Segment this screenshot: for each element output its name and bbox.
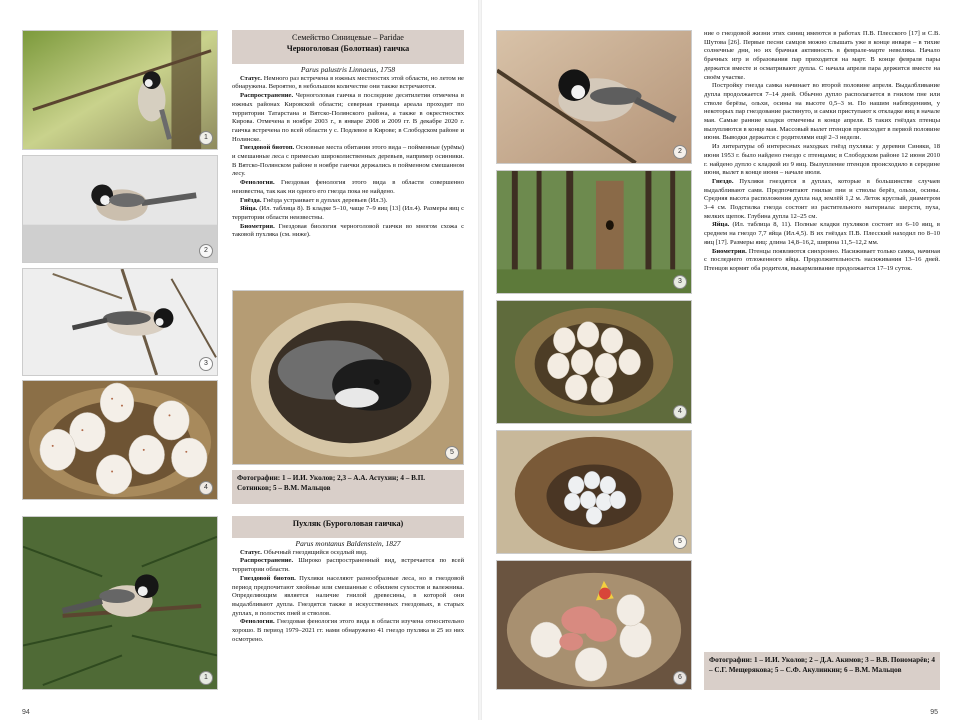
paragraph: Яйца. (Ил. таблица 8). В кладке 5–10, чаще 7–9 яиц [13] (Ил.4). Размеры яиц с территории области неизвестны. bbox=[232, 205, 464, 221]
photo-number: 4 bbox=[673, 405, 687, 419]
photo-number: 6 bbox=[673, 671, 687, 685]
paragraph: Распространение. Широко распространенный вид, встречается по всей территории области. bbox=[232, 557, 464, 574]
photo-eggs-in-nest bbox=[496, 300, 692, 424]
page-number-left: 94 bbox=[22, 709, 30, 716]
paragraph: Биометрия. Птенцы появляются синхронно. Насиживает только самка, начиная с последнего отложенного яйца. Продолжительность насиживания 13–16 дней. Птенцов кормят оба родителя, выкармливание продолжается 17–19 суток. bbox=[704, 247, 940, 272]
photo-number: 5 bbox=[673, 535, 687, 549]
species1-text bbox=[232, 66, 464, 286]
photo-eggs-in-hollow bbox=[496, 430, 692, 554]
paragraph: Статус. Немного раз встречена в южных местностях этой области, но летом не обнаружена. Вероятно, в небольшом количестве они также встречаются. bbox=[232, 74, 464, 91]
species2-header bbox=[232, 516, 464, 538]
photo-bird-on-branch-right bbox=[496, 30, 692, 164]
page-number-right: 95 bbox=[930, 709, 938, 716]
paragraph: Биометрия. Гнездовая биология черноголовой гаички во многом схожа с таковой пухляка (см. ниже). bbox=[232, 222, 464, 239]
book-gutter bbox=[478, 0, 482, 720]
species-latin: Parus palustris Linnaeus, 1758 bbox=[300, 66, 396, 74]
photo-chicks-and-eggs bbox=[496, 560, 692, 690]
photo-credits-right: Фотографии: 1 – И.И. Уколов; 2 – Д.А. Акимов; 3 – В.В. Пономарёв; 4 – С.Г. Мещерякова; 5 – С.Ф. Акулинкин; 6 – В.М. Мальцов bbox=[704, 652, 940, 690]
photo-number: 2 bbox=[199, 244, 213, 258]
species1-header bbox=[232, 30, 464, 64]
paragraph: Гнездовой биотоп. Пухляки населяют разнообразные леса, но в гнездовой период предпочитают хвойные или смешанные с обилием сухостоя и валежника. Определяющим является наличие гнилой древесины, в которой они выдалбливают дупла. Гнездятся также в искусственных гнездовьях, в старых дуплах, в полостях пней и стволов. bbox=[232, 574, 464, 617]
photo-bird-in-hollow bbox=[232, 290, 464, 465]
photo-number: 3 bbox=[673, 275, 687, 289]
paragraph: Гнёзда. Гнёзда устраивает в дуплах деревьев (Ил.3). bbox=[240, 196, 388, 204]
paragraph: Гнездовой биотоп. Основные места обитания этого вида – пойменные (урёмы) и смешанные леса с примесью широколиственных деревьев, например осинники. В Вятско-Полянском районе в ноябре гаички держались в пойменном смешанном лесу. bbox=[232, 144, 464, 178]
species-latin: Parus montanus Baldenstein, 1827 bbox=[295, 540, 401, 548]
photo-bird-on-twig bbox=[22, 268, 218, 376]
family-title: Семейство Синицевые – Paridae bbox=[292, 33, 404, 42]
photo-number: 5 bbox=[445, 446, 459, 460]
paragraph: Распространение. Черноголовая гаичка в последние десятилетия отмечена в южных районах Кировской области; северная граница ареала проходит по территории Татарстана и Вятско-Полянского района, а также в окрестностях Кирова. Отмечена в ноябре 2003 г., в январе 2008 и 2009 гг. В декабре 2020 г. гаичка встречена по всей области у с. Подлевое в Кирове; в Слободском районе и Нолинске. bbox=[232, 92, 464, 143]
photo-bird-on-branch bbox=[22, 30, 218, 150]
paragraph: Гнездо. Пухляки гнездятся в дуплах, которые в большинстве случаев выдалбливают сами. Предпочитают гнилые пни и стволы берёз, ольхи, осины. Средняя высота расположения дупла над землёй 1,2 м. Леток круглый, диаметром 3–4 см. Подстилка гнезда состоит из растительного материала: шерсти, пуха, мелких щепок. Глубина дупла 12–25 см. bbox=[704, 177, 940, 220]
paragraph: Из литературы об интересных находках гнёзд пухляка: у деревни Синяки, 18 июня 1953 г. было найдено гнездо с птенцами; в Слободском районе 12 июня 2010 г. найдено дупло с кладкой из 9 яиц. Вылупление птенцов происходило в середине июня, вылет в конце июня – начале июля. bbox=[704, 143, 940, 177]
photo-bird-on-snow bbox=[22, 155, 218, 263]
photo-number: 4 bbox=[199, 481, 213, 495]
photo-credits-left: Фотографии: 1 – И.И. Уколов; 2,3 – А.А. Астухин; 4 – В.П. Сотников; 5 – В.М. Мальцов bbox=[232, 470, 464, 504]
photo-number: 3 bbox=[199, 357, 213, 371]
species-title: Черноголовая (Болотная) гаичка bbox=[286, 43, 410, 53]
photo-number: 2 bbox=[673, 145, 687, 159]
photo-eggs bbox=[22, 380, 218, 500]
paragraph: Фенология. Гнездовая фенология этого вида в области совершенно неизвестна, так как ни одного его гнезда пока не найдено. bbox=[232, 179, 464, 195]
photo-bird-in-spruce bbox=[22, 516, 218, 690]
species-title: Пухляк (Буроголовая гаичка) bbox=[292, 519, 404, 528]
paragraph: Яйца. (Ил. таблица 8, 11). Полные кладки пухляков состоят из 6–10 яиц, в среднем на гнездо 7,7 яйца (Ил.4,5). В их гнёздах П.В. Плесский находил по 8–10 яиц [17]. Размеры яиц: длина 14,8–16,2, ширина 11,5–12,2 мм. bbox=[704, 221, 940, 246]
paragraph: Фенология. Гнездовая фенология этого вида в области изучена относительно хорошо. В период 1979–2021 гг. нами обнаружено 41 гнездо пухляка и 25 из них осмотрено. bbox=[232, 618, 464, 643]
photo-forest-with-stump bbox=[496, 170, 692, 294]
paragraph: Постройку гнезда самка начинает во второй половине апреля. Выдалбливание дупла продолжается 7–14 дней. Обычно дупло располагается в гнилом пне или стволе берёзы, ольхи, осины на высоте 0,5–3 м. По нашим наблюдениям, у некоторых пар гнездование растянуто, и самки приступают к откладке яиц в начале мая. Самые ранние кладки отмечены в конце апреля. В таких гнёздах птенцы вылупляются в конце мая. Массовый вылет птенцов происходит в первой половине июня. Выводки держатся с родителями ещё 2–3 недели. bbox=[704, 82, 940, 142]
species2-text bbox=[232, 540, 464, 690]
photo-number: 1 bbox=[199, 671, 213, 685]
right-text bbox=[704, 30, 940, 682]
paragraph: ние о гнездовой жизни этих синиц имеются в работах П.В. Плесского [17] и С.В. Шутова [26]. Первые песни самцов можно слышать уже в конце января – в тихие солнечные дни, но их брачная активность в феврале-марте невелика. Начало брачных игр и образования пар приходится на март. В конце февраля пары держатся вместе и осматривают дупла. С начала апреля пара держится вместе на своём участке. bbox=[704, 30, 940, 81]
paragraph: Статус. Обычный гнездящийся оседлый вид. bbox=[240, 548, 368, 556]
photo-number: 1 bbox=[199, 131, 213, 145]
